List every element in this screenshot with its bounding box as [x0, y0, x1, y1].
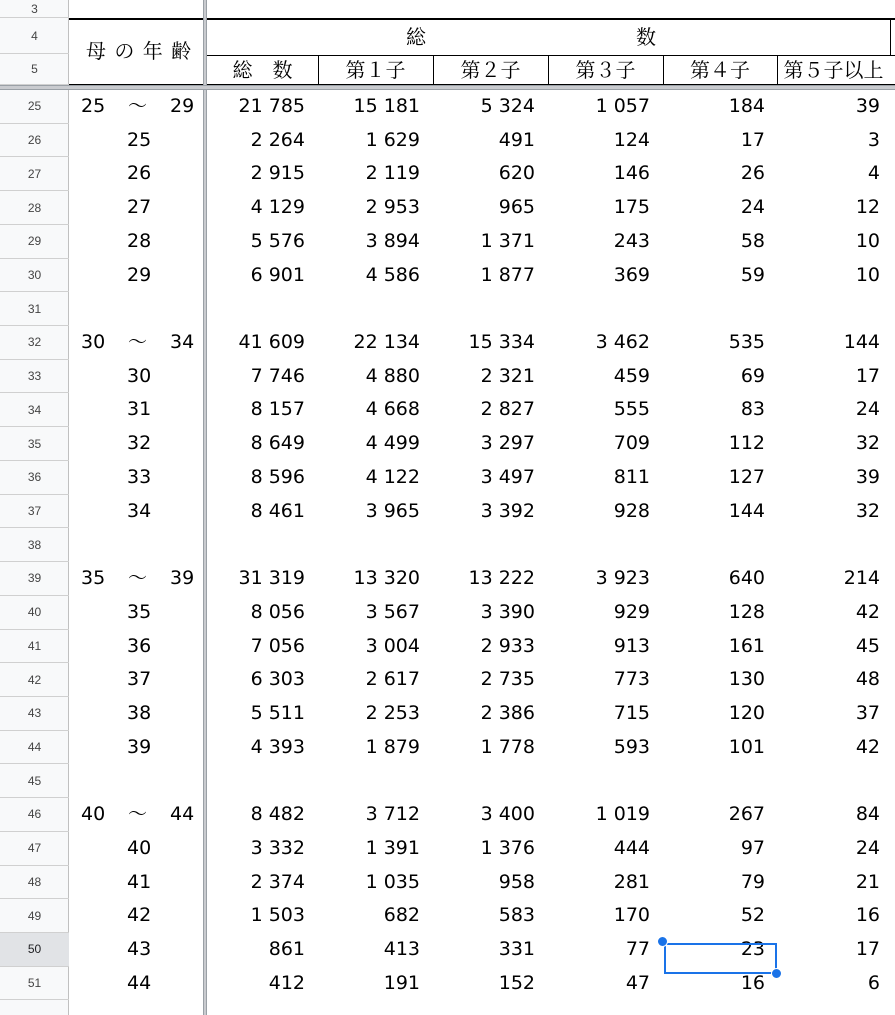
data-cell[interactable]: 4 880 — [365, 364, 420, 387]
age-range-from: 30 — [81, 331, 106, 354]
data-cell[interactable]: 2 915 — [250, 162, 305, 185]
age-range-tilde: 〜 — [128, 331, 148, 354]
age-label: 41 — [127, 870, 152, 893]
age-label: 38 — [127, 701, 152, 724]
data-cell[interactable]: 928 — [613, 499, 650, 522]
data-cell[interactable]: 2 386 — [480, 701, 535, 724]
data-cell[interactable]: 128 — [728, 600, 765, 623]
data-cell[interactable]: 31 319 — [238, 567, 305, 590]
data-cell[interactable]: 120 — [728, 701, 765, 724]
age-label: 42 — [127, 904, 152, 927]
data-cell[interactable]: 773 — [613, 668, 650, 691]
age-label: 28 — [127, 229, 152, 252]
data-cell[interactable]: 413 — [383, 938, 420, 960]
age-range-to: 39 — [170, 567, 195, 590]
data-cell[interactable]: 1 057 — [595, 95, 650, 117]
row-number[interactable]: 4 — [0, 18, 69, 54]
data-cell[interactable]: 32 — [855, 432, 880, 455]
data-cell[interactable]: 124 — [613, 128, 650, 151]
data-cell[interactable]: 3 004 — [365, 634, 420, 657]
data-cell[interactable]: 17 — [740, 128, 765, 151]
row-number[interactable]: 3 — [0, 0, 69, 18]
header-total-left: 総 — [406, 25, 427, 49]
data-cell[interactable]: 97 — [740, 836, 765, 859]
data-cell[interactable]: 3 923 — [595, 567, 650, 590]
data-cell[interactable]: 16 — [740, 971, 765, 994]
data-cell[interactable]: 620 — [498, 162, 535, 185]
data-cell[interactable]: 16 — [855, 904, 880, 927]
header-mid-border — [207, 55, 895, 56]
data-cell[interactable]: 2 953 — [365, 196, 420, 219]
data-cell[interactable]: 1 376 — [480, 836, 535, 859]
age-label: 30 — [127, 364, 152, 387]
age-label: 32 — [127, 432, 152, 455]
selected-cell-outline[interactable] — [664, 943, 777, 974]
data-cell[interactable]: 4 129 — [250, 196, 305, 219]
data-cell[interactable]: 161 — [728, 634, 765, 657]
data-cell[interactable]: 8 157 — [250, 398, 305, 421]
data-cell[interactable]: 8 461 — [250, 499, 305, 522]
data-cell[interactable]: 3 400 — [480, 803, 535, 826]
data-cell[interactable]: 42 — [855, 735, 880, 758]
row-number[interactable]: 45 — [0, 764, 69, 798]
data-cell[interactable]: 6 — [867, 971, 880, 994]
data-cell[interactable]: 58 — [740, 229, 765, 252]
column-header: 第３子 — [575, 58, 636, 82]
data-cell[interactable]: 958 — [498, 870, 535, 893]
row-number[interactable]: 30 — [0, 259, 69, 293]
data-cell[interactable]: 37 — [855, 701, 880, 724]
data-cell[interactable]: 84 — [855, 803, 880, 826]
row-number[interactable]: 28 — [0, 191, 69, 225]
data-cell[interactable]: 2 933 — [480, 634, 535, 657]
header-total-right: 数 — [636, 25, 657, 49]
age-range-to: 44 — [170, 803, 195, 826]
data-cell[interactable]: 5 511 — [250, 701, 305, 724]
age-label: 26 — [127, 162, 152, 185]
data-cell[interactable]: 52 — [740, 904, 765, 927]
row-number[interactable]: 46 — [0, 798, 69, 832]
data-cell[interactable]: 127 — [728, 465, 765, 488]
row-number[interactable]: 29 — [0, 225, 69, 259]
data-cell[interactable]: 281 — [613, 870, 650, 893]
age-label: 34 — [127, 499, 152, 522]
age-range-to: 34 — [170, 331, 195, 354]
age-label: 27 — [127, 196, 152, 219]
data-cell[interactable]: 10 — [855, 263, 880, 286]
data-cell[interactable]: 59 — [740, 263, 765, 286]
data-cell[interactable]: 811 — [613, 465, 650, 488]
data-cell[interactable]: 24 — [740, 196, 765, 219]
header-right-border — [890, 18, 891, 55]
data-cell[interactable]: 444 — [613, 836, 650, 859]
row-number[interactable]: 5 — [0, 54, 69, 85]
data-cell[interactable]: 15 181 — [353, 95, 420, 117]
data-cell[interactable]: 5 576 — [250, 229, 305, 252]
column-header: 第４子 — [690, 58, 750, 82]
data-cell[interactable]: 4 393 — [250, 735, 305, 758]
age-range-tilde: 〜 — [128, 567, 148, 590]
data-cell[interactable]: 1 629 — [365, 128, 420, 151]
data-cell[interactable]: 2 735 — [480, 668, 535, 691]
data-cell[interactable]: 7 746 — [250, 364, 305, 387]
data-cell[interactable]: 640 — [728, 567, 765, 590]
data-cell[interactable]: 4 122 — [365, 465, 420, 488]
data-cell[interactable]: 45 — [855, 634, 880, 657]
age-range-from: 40 — [81, 803, 106, 826]
data-cell[interactable]: 1 019 — [595, 803, 650, 826]
data-cell[interactable]: 2 253 — [365, 701, 420, 724]
data-cell[interactable]: 112 — [728, 432, 765, 455]
row-number[interactable]: 34 — [0, 393, 69, 427]
data-cell[interactable]: 8 482 — [250, 803, 305, 826]
data-cell[interactable]: 175 — [613, 196, 650, 219]
data-cell[interactable]: 3 567 — [365, 600, 420, 623]
data-cell[interactable]: 83 — [740, 398, 765, 421]
column-header: 第２子 — [460, 58, 521, 82]
column-header: 第１子 — [345, 58, 406, 82]
age-range-from: 25 — [81, 95, 106, 117]
data-cell[interactable]: 331 — [498, 938, 535, 960]
data-cell[interactable]: 42 — [855, 600, 880, 623]
data-cell[interactable]: 184 — [728, 95, 765, 117]
data-cell[interactable]: 39 — [855, 95, 880, 117]
data-cell[interactable]: 243 — [613, 229, 650, 252]
data-cell[interactable]: 13 222 — [468, 567, 535, 590]
age-label: 33 — [127, 465, 152, 488]
row-number[interactable]: 25 — [0, 90, 69, 124]
row-number[interactable]: 37 — [0, 495, 69, 529]
row-number[interactable]: 27 — [0, 157, 69, 191]
data-cell[interactable]: 47 — [625, 971, 650, 994]
data-cell[interactable]: 3 462 — [595, 331, 650, 354]
data-cell[interactable]: 39 — [855, 465, 880, 488]
frozen-row-divider[interactable] — [0, 85, 895, 90]
row-number[interactable]: 32 — [0, 326, 69, 360]
row-number[interactable]: 49 — [0, 899, 69, 933]
age-label: 35 — [127, 600, 152, 623]
data-cell[interactable]: 191 — [383, 971, 420, 994]
data-cell[interactable]: 369 — [613, 263, 650, 286]
data-cell[interactable]: 929 — [613, 600, 650, 623]
age-label: 31 — [127, 398, 152, 421]
frozen-column-divider[interactable] — [203, 0, 207, 1015]
row-number[interactable]: 42 — [0, 663, 69, 697]
data-cell[interactable]: 4 499 — [365, 432, 420, 455]
data-cell[interactable]: 3 497 — [480, 465, 535, 488]
data-cell[interactable]: 3 — [867, 128, 880, 151]
data-cell[interactable]: 1 877 — [480, 263, 535, 286]
data-cell[interactable]: 48 — [855, 668, 880, 691]
row-number[interactable]: 50 — [0, 933, 69, 967]
data-cell[interactable]: 715 — [613, 701, 650, 724]
data-cell[interactable]: 21 — [855, 870, 880, 893]
data-cell[interactable]: 2 321 — [480, 364, 535, 387]
data-cell[interactable]: 412 — [268, 971, 305, 994]
data-cell[interactable]: 3 297 — [480, 432, 535, 455]
data-cell[interactable]: 3 965 — [365, 499, 420, 522]
row-number[interactable]: 47 — [0, 832, 69, 866]
data-cell[interactable]: 2 827 — [480, 398, 535, 421]
column-header: 総 数 — [232, 58, 293, 82]
row-number[interactable]: 36 — [0, 461, 69, 495]
age-label: 36 — [127, 634, 152, 657]
data-cell[interactable]: 6 901 — [250, 263, 305, 286]
data-cell[interactable]: 913 — [613, 634, 650, 657]
row-number[interactable]: 31 — [0, 292, 69, 326]
data-cell[interactable]: 2 374 — [250, 870, 305, 893]
data-cell[interactable]: 17 — [855, 938, 880, 960]
data-cell[interactable]: 15 334 — [468, 331, 535, 354]
data-cell[interactable]: 4 668 — [365, 398, 420, 421]
data-cell[interactable]: 144 — [728, 499, 765, 522]
data-cell[interactable]: 26 — [740, 162, 765, 185]
data-cell[interactable]: 214 — [843, 567, 880, 590]
data-cell[interactable]: 535 — [728, 331, 765, 354]
age-range-to: 29 — [170, 95, 195, 117]
selection-handle-top-left[interactable] — [657, 936, 668, 947]
data-cell[interactable]: 32 — [855, 499, 880, 522]
data-cell[interactable]: 1 371 — [480, 229, 535, 252]
data-cell[interactable]: 555 — [613, 398, 650, 421]
data-cell[interactable]: 79 — [740, 870, 765, 893]
data-cell[interactable]: 170 — [613, 904, 650, 927]
data-cell[interactable]: 8 596 — [250, 465, 305, 488]
data-cell[interactable]: 965 — [498, 196, 535, 219]
age-label: 44 — [127, 971, 152, 994]
data-cell[interactable]: 24 — [855, 836, 880, 859]
row-number[interactable]: 48 — [0, 866, 69, 900]
data-cell[interactable]: 593 — [613, 735, 650, 758]
row-number[interactable]: 33 — [0, 360, 69, 394]
age-label: 39 — [127, 735, 152, 758]
data-cell[interactable]: 2 264 — [250, 128, 305, 151]
row-number[interactable]: 41 — [0, 630, 69, 664]
data-cell[interactable]: 3 392 — [480, 499, 535, 522]
age-label: 25 — [127, 128, 152, 151]
data-cell[interactable]: 101 — [728, 735, 765, 758]
data-cell[interactable]: 12 — [855, 196, 880, 219]
age-label: 37 — [127, 668, 152, 691]
data-cell[interactable]: 3 712 — [365, 803, 420, 826]
row-number[interactable]: 39 — [0, 562, 69, 596]
data-cell[interactable]: 459 — [613, 364, 650, 387]
data-cell[interactable]: 3 332 — [250, 836, 305, 859]
row-number[interactable]: 44 — [0, 731, 69, 765]
data-cell[interactable]: 5 324 — [480, 95, 535, 117]
age-label: 40 — [127, 836, 152, 859]
data-cell[interactable]: 130 — [728, 668, 765, 691]
data-cell[interactable]: 8 056 — [250, 600, 305, 623]
data-cell[interactable]: 23 — [740, 938, 765, 960]
data-cell[interactable]: 69 — [740, 364, 765, 387]
selection-handle-bottom-right[interactable] — [771, 968, 782, 979]
data-cell[interactable]: 1 778 — [480, 735, 535, 758]
data-cell[interactable]: 491 — [498, 128, 535, 151]
data-cell[interactable]: 13 320 — [353, 567, 420, 590]
row-number[interactable]: 26 — [0, 124, 69, 158]
data-cell[interactable]: 10 — [855, 229, 880, 252]
age-range-tilde: 〜 — [128, 95, 148, 117]
data-cell[interactable]: 1 879 — [365, 735, 420, 758]
data-cell[interactable]: 1 503 — [250, 904, 305, 927]
data-cell[interactable]: 21 785 — [238, 95, 305, 117]
header-mother-age: 母 の 年 齢 — [86, 39, 193, 63]
data-cell[interactable]: 4 586 — [365, 263, 420, 286]
data-cell[interactable]: 144 — [843, 331, 880, 354]
age-range-tilde: 〜 — [128, 803, 148, 826]
data-cell[interactable]: 861 — [268, 938, 305, 960]
age-range-from: 35 — [81, 567, 106, 590]
column-header: 第５子以上 — [783, 58, 884, 82]
row-number[interactable]: 40 — [0, 596, 69, 630]
data-cell[interactable]: 77 — [625, 938, 650, 960]
data-cell[interactable]: 41 609 — [238, 331, 305, 354]
data-cell[interactable]: 22 134 — [353, 331, 420, 354]
data-cell[interactable]: 2 617 — [365, 668, 420, 691]
data-cell[interactable]: 1 391 — [365, 836, 420, 859]
data-cell[interactable]: 682 — [383, 904, 420, 927]
data-cell[interactable]: 146 — [613, 162, 650, 185]
data-cell[interactable]: 3 894 — [365, 229, 420, 252]
data-cell[interactable]: 6 303 — [250, 668, 305, 691]
data-cell[interactable]: 17 — [855, 364, 880, 387]
data-cell[interactable]: 3 390 — [480, 600, 535, 623]
data-cell[interactable]: 4 — [867, 162, 880, 185]
data-cell[interactable]: 152 — [498, 971, 535, 994]
data-cell[interactable]: 8 649 — [250, 432, 305, 455]
age-label: 29 — [127, 263, 152, 286]
header-top-border — [69, 18, 895, 20]
row-number[interactable]: 38 — [0, 528, 69, 562]
data-cell[interactable]: 2 119 — [365, 162, 420, 185]
row-number[interactable]: 35 — [0, 427, 69, 461]
row-number[interactable]: 51 — [0, 967, 69, 1001]
data-cell[interactable]: 7 056 — [250, 634, 305, 657]
data-cell[interactable]: 1 035 — [365, 870, 420, 893]
data-cell[interactable]: 24 — [855, 398, 880, 421]
row-number[interactable]: 43 — [0, 697, 69, 731]
age-label: 43 — [127, 938, 152, 960]
data-cell[interactable]: 583 — [498, 904, 535, 927]
data-cell[interactable]: 709 — [613, 432, 650, 455]
data-cell[interactable]: 267 — [728, 803, 765, 826]
